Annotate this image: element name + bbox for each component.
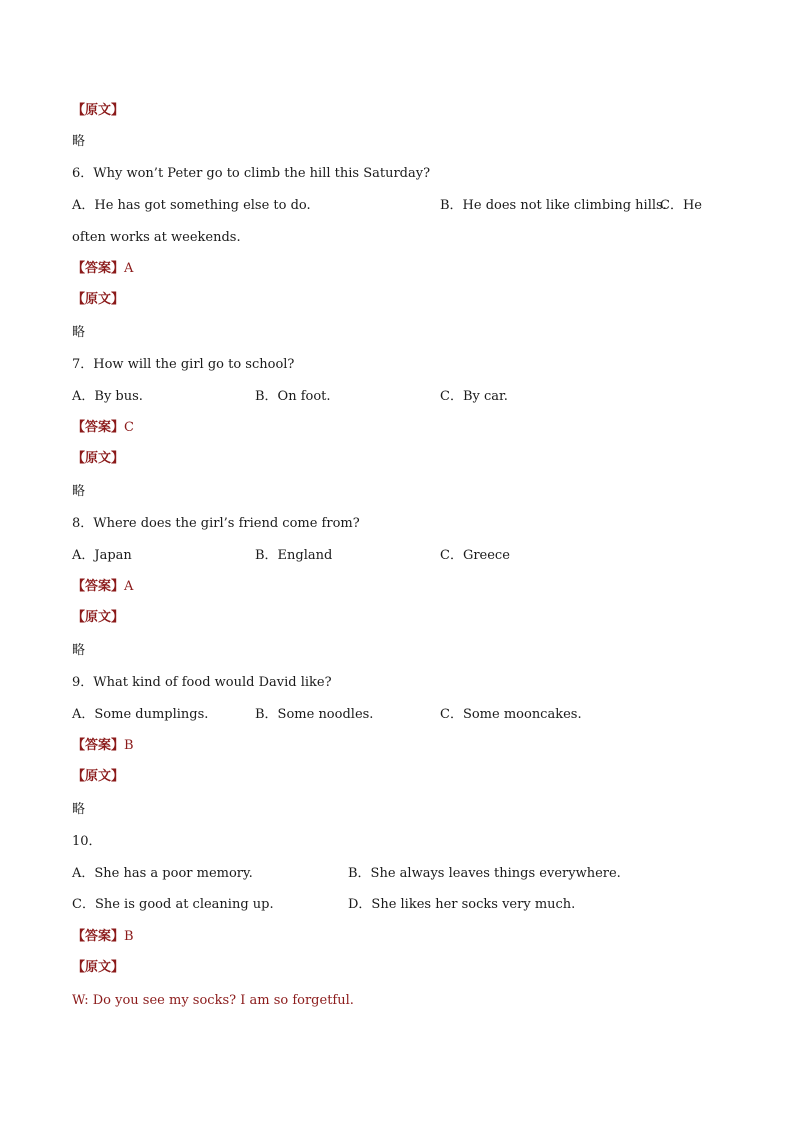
q10-option-b: B．She always leaves things everywhere.: [348, 866, 621, 881]
question-8: 8．Where does the girl’s friend come from?: [72, 516, 360, 531]
answer-label: 【答案】: [72, 738, 125, 753]
q8-option-b: B．England: [255, 548, 333, 563]
question-10: 10．: [72, 834, 102, 849]
q8-answer: [72, 577, 133, 597]
q10-option-d: D．She likes her socks very much.: [348, 897, 576, 912]
answer-value: A: [124, 261, 134, 276]
q10-option-a: A．She has a poor memory.: [72, 866, 253, 881]
transcript-label-q6: 【原文】: [72, 292, 125, 307]
answer-value: A: [124, 579, 134, 594]
answer-value: B: [124, 929, 134, 944]
transcript-label-q7: 【原文】: [72, 451, 125, 466]
q7-answer: [72, 418, 134, 438]
q8-option-c: C．Greece: [440, 548, 510, 563]
answer-value: C: [124, 420, 134, 435]
q10-option-c: C．She is good at cleaning up.: [72, 897, 274, 912]
q7-option-c: C．By car.: [440, 389, 508, 404]
transcript-text-q10: W: Do you see my socks? I am so forgetful.: [72, 993, 354, 1008]
q6-option-c: C．He: [660, 198, 702, 213]
q6-option-b: B．He does not like climbing hills.: [440, 198, 667, 213]
answer-value: B: [124, 738, 134, 753]
answer-label: 【答案】: [72, 420, 125, 435]
q6-answer: [72, 259, 133, 279]
transcript-label-q10: 【原文】: [72, 960, 125, 975]
question-6: 6．Why won’t Peter go to climb the hill this Saturday?: [72, 166, 431, 181]
answer-label: 【答案】: [72, 579, 125, 594]
transcript-label-q5: 【原文】: [72, 103, 125, 118]
question-9: 9．What kind of food would David like?: [72, 675, 332, 690]
q9-option-c: C．Some mooncakes.: [440, 707, 582, 722]
transcript-omitted-q9: 略: [72, 802, 86, 817]
transcript-omitted-q8: 略: [72, 643, 86, 658]
q10-answer: [72, 927, 134, 947]
q6-option-c-continued: often works at weekends.: [72, 230, 241, 245]
transcript-label-q8: 【原文】: [72, 610, 125, 625]
transcript-omitted-q6: 略: [72, 325, 86, 340]
q9-option-a: A．Some dumplings.: [72, 707, 209, 722]
transcript-omitted-q7: 略: [72, 484, 86, 499]
q7-option-b: B．On foot.: [255, 389, 331, 404]
transcript-label-q9: 【原文】: [72, 769, 125, 784]
q6-option-a: A．He has got something else to do.: [72, 198, 311, 213]
q9-answer: [72, 736, 134, 756]
question-7: 7．How will the girl go to school?: [72, 357, 295, 372]
q9-option-b: B．Some noodles.: [255, 707, 374, 722]
q8-option-a: A．Japan: [72, 548, 132, 563]
answer-label: 【答案】: [72, 261, 125, 276]
answer-label: 【答案】: [72, 929, 125, 944]
transcript-omitted-q5: 略: [72, 134, 86, 149]
q7-option-a: A．By bus.: [72, 389, 143, 404]
